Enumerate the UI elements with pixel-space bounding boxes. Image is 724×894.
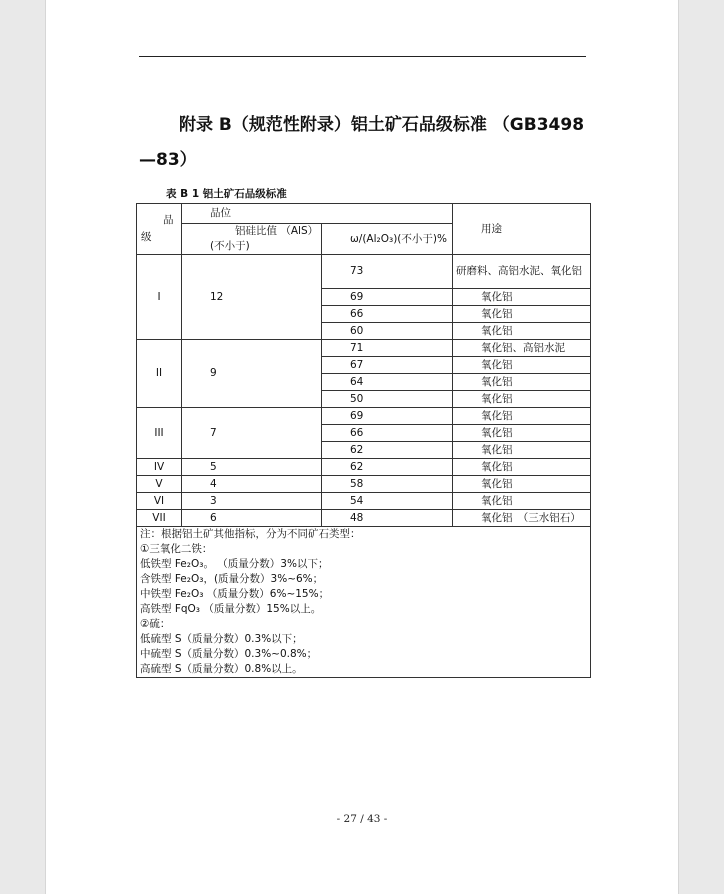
grade-cell: II bbox=[137, 340, 182, 408]
note-line: 中硫型 S（质量分数）0.3%~0.8%； bbox=[140, 648, 318, 660]
al2o3-cell: 69 bbox=[322, 408, 453, 425]
al-si-ratio-cell: 9 bbox=[182, 340, 322, 408]
usage-cell: 氧化铝、高铝水泥 bbox=[453, 340, 591, 357]
usage-cell: 氧化铝 bbox=[453, 408, 591, 425]
usage-cell: 氧化铝 bbox=[453, 374, 591, 391]
usage-cell: 氧化铝 bbox=[453, 425, 591, 442]
usage-cell: 氧化铝 bbox=[453, 493, 591, 510]
appendix-title bbox=[139, 108, 589, 178]
al-si-ratio-cell: 4 bbox=[182, 476, 322, 493]
usage-cell: 氧化铝 bbox=[453, 357, 591, 374]
table-row bbox=[137, 408, 591, 425]
grade-cell: VI bbox=[137, 493, 182, 510]
grade-cell: VII bbox=[137, 510, 182, 527]
al2o3-cell: 60 bbox=[322, 323, 453, 340]
al-si-ratio-cell: 3 bbox=[182, 493, 322, 510]
usage-cell: 氧化铝 bbox=[453, 289, 591, 306]
page-number: - 27 / 43 - bbox=[336, 813, 388, 825]
al2o3-cell: 54 bbox=[322, 493, 453, 510]
al2o3-cell: 48 bbox=[322, 510, 453, 527]
note-line: 高硫型 S（质量分数）0.8%以上。 bbox=[140, 663, 303, 675]
usage-cell: 氧化铝 bbox=[453, 323, 591, 340]
grade-cell: IV bbox=[137, 459, 182, 476]
usage-cell: 氧化铝 （三水铝石） bbox=[453, 510, 591, 527]
title-line-2: —83） bbox=[139, 150, 197, 170]
title-line-1: 附录 B（规范性附录）铝土矿石品级标准 （GB3498 bbox=[179, 115, 585, 135]
usage-cell: 氧化铝 bbox=[453, 306, 591, 323]
al2o3-cell: 62 bbox=[322, 459, 453, 476]
table-row bbox=[137, 255, 591, 289]
al2o3-cell: 66 bbox=[322, 425, 453, 442]
table-row bbox=[137, 476, 591, 493]
table-row bbox=[137, 340, 591, 357]
usage-cell: 氧化铝 bbox=[453, 391, 591, 408]
usage-cell: 氧化铝 bbox=[453, 442, 591, 459]
note-line: ②硫： bbox=[140, 618, 171, 630]
al2o3-cell: 69 bbox=[322, 289, 453, 306]
bauxite-grade-table bbox=[136, 203, 591, 678]
usage-cell: 氧化铝 bbox=[453, 459, 591, 476]
notes-row bbox=[137, 527, 591, 678]
usage-cell: 研磨料、高铝水泥、氧化铝 bbox=[453, 255, 591, 289]
grade-cell: V bbox=[137, 476, 182, 493]
al2o3-cell: 67 bbox=[322, 357, 453, 374]
al-si-ratio-cell: 5 bbox=[182, 459, 322, 476]
al-si-ratio-cell: 12 bbox=[182, 255, 322, 340]
al-si-ratio-cell: 6 bbox=[182, 510, 322, 527]
note-line: 低硫型 S（质量分数）0.3%以下； bbox=[140, 633, 303, 645]
table-row bbox=[137, 493, 591, 510]
header-usage: 用途 bbox=[453, 204, 591, 255]
document-page bbox=[45, 0, 679, 894]
note-line: 含铁型 Fe₂O₃，(质量分数）3%~6%； bbox=[140, 573, 324, 585]
al2o3-cell: 71 bbox=[322, 340, 453, 357]
grade-cell: III bbox=[137, 408, 182, 459]
al2o3-cell: 64 bbox=[322, 374, 453, 391]
al2o3-cell: 58 bbox=[322, 476, 453, 493]
al2o3-cell: 73 bbox=[322, 255, 453, 289]
table-caption: 表 B 1 铝土矿石品级标准 bbox=[166, 188, 287, 200]
table-row bbox=[137, 459, 591, 476]
note-line: 中铁型 Fe₂O₃ （质量分数）6%~15%； bbox=[140, 588, 330, 600]
header-rule bbox=[139, 56, 586, 57]
notes-cell bbox=[137, 527, 591, 678]
header-grade: 品 级 bbox=[137, 204, 182, 255]
note-line: 低铁型 Fe₂O₃。 （质量分数）3%以下； bbox=[140, 558, 329, 570]
header-al-si-ratio: 铝硅比值 （AlS）(不小于) bbox=[182, 224, 322, 255]
al-si-ratio-cell: 7 bbox=[182, 408, 322, 459]
header-quality: 品位 bbox=[182, 204, 453, 224]
note-line: 高铁型 FqO₃ （质量分数）15%以上。 bbox=[140, 603, 322, 615]
table-row bbox=[137, 510, 591, 527]
al2o3-cell: 50 bbox=[322, 391, 453, 408]
note-line: ①三氧化二铁： bbox=[140, 543, 213, 555]
al2o3-cell: 62 bbox=[322, 442, 453, 459]
note-line: 注：根据铝土矿其他指标，分为不同矿石类型： bbox=[140, 528, 361, 540]
grade-cell: I bbox=[137, 255, 182, 340]
usage-cell: 氧化铝 bbox=[453, 476, 591, 493]
al2o3-cell: 66 bbox=[322, 306, 453, 323]
header-al2o3: ω/(Al₂O₃)(不小于)% bbox=[322, 224, 453, 255]
